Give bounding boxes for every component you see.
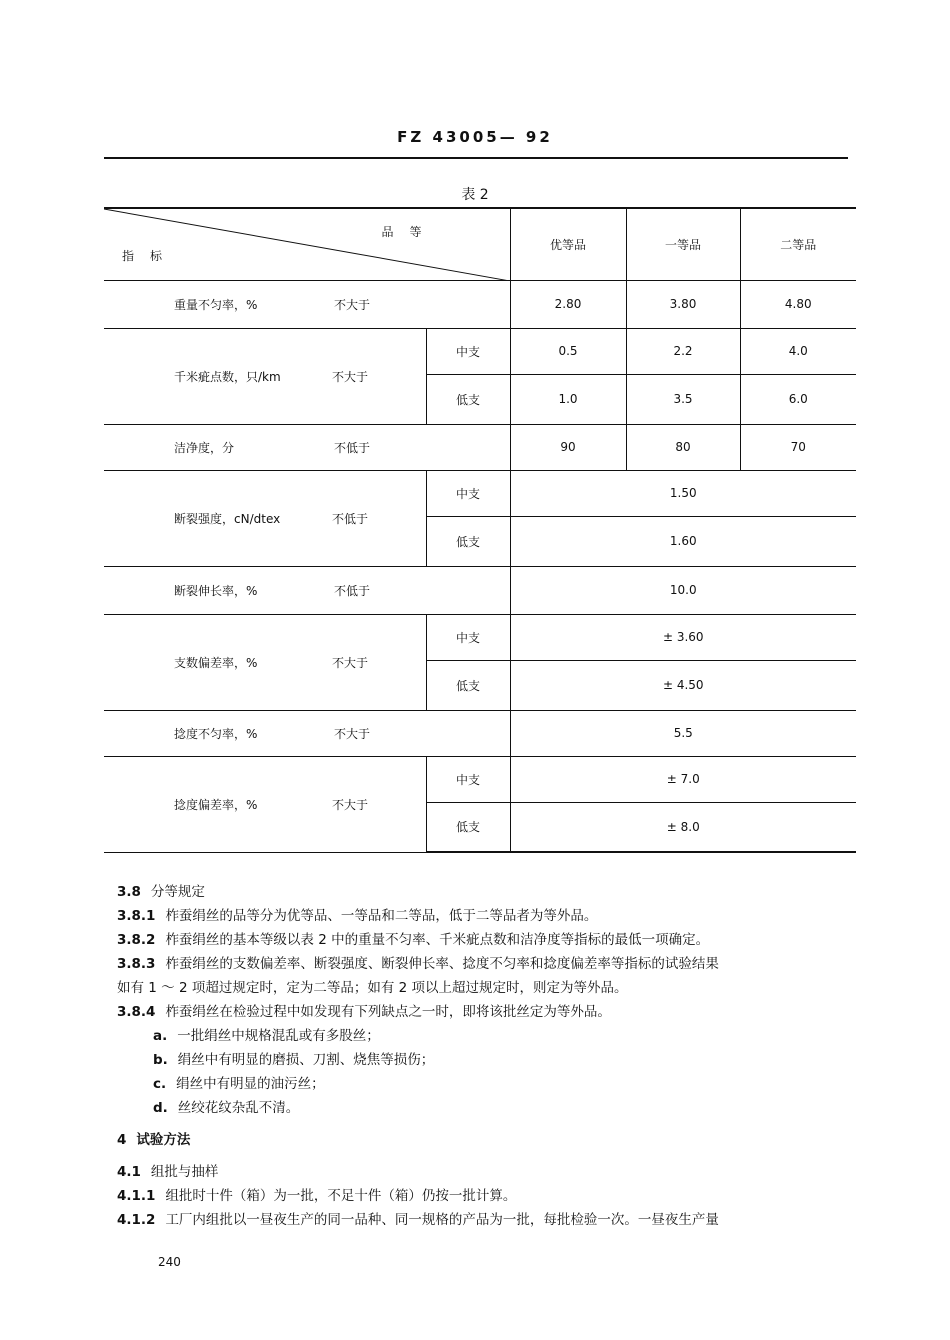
indicator-limit: 不低于 bbox=[334, 583, 371, 598]
value-cell: 4.80 bbox=[740, 280, 856, 328]
table-row bbox=[104, 710, 856, 756]
table-row bbox=[104, 470, 856, 516]
indicator-name: 捻度偏差率，% bbox=[174, 797, 258, 812]
value-cell: 0.5 bbox=[510, 328, 626, 374]
value-cell: ± 8.0 bbox=[510, 802, 856, 852]
indicator-name: 支数偏差率，% bbox=[174, 655, 258, 670]
sub-label: 中支 bbox=[426, 756, 510, 802]
list-item: c. 绢丝中有明显的油污丝； bbox=[153, 1076, 325, 1092]
section-3-8: 3.8 分等规定 bbox=[117, 884, 205, 900]
indicator-limit: 不大于 bbox=[334, 297, 371, 312]
indicator-name: 千米疵点数，只/km bbox=[174, 369, 281, 384]
section-3-8-3-cont: 如有 1 ～ 2 项超过规定时，定为二等品；如有 2 项以上超过规定时，则定为等外品。 bbox=[117, 980, 628, 996]
table-row bbox=[104, 424, 856, 470]
value-cell: 1.0 bbox=[510, 374, 626, 424]
sub-label: 低支 bbox=[426, 516, 510, 566]
body-text bbox=[117, 880, 877, 1232]
indicator-limit: 不大于 bbox=[332, 369, 369, 384]
indicator-name: 断裂强度，cN/dtex bbox=[174, 511, 281, 526]
sub-label: 低支 bbox=[426, 374, 510, 424]
table-header-row bbox=[104, 208, 856, 280]
page-number: 240 bbox=[158, 1255, 181, 1269]
indicator-name: 重量不匀率，% bbox=[174, 297, 258, 312]
table-row bbox=[104, 328, 856, 374]
table-row bbox=[104, 566, 856, 614]
table-row bbox=[104, 614, 856, 660]
standard-code-header: FZ 43005— 92 bbox=[397, 128, 553, 146]
corner-top-label: 品等 bbox=[381, 225, 438, 239]
list-item: a. 一批绢丝中规格混乱或有多股丝； bbox=[153, 1028, 380, 1044]
value-cell: 10.0 bbox=[510, 566, 856, 614]
sub-label: 中支 bbox=[426, 470, 510, 516]
grade-header-second: 二等品 bbox=[740, 208, 856, 280]
corner-cell bbox=[104, 208, 510, 280]
sub-label: 中支 bbox=[426, 328, 510, 374]
indicator-name: 断裂伸长率，% bbox=[174, 583, 258, 598]
section-3-8-3: 3.8.3 柞蚕绢丝的支数偏差率、断裂强度、断裂伸长率、捻度不匀率和捻度偏差率等指标的试验结果 bbox=[117, 956, 719, 972]
grade-header-first: 一等品 bbox=[626, 208, 740, 280]
section-4-1-1: 4.1.1 组批时十件（箱）为一批，不足十件（箱）仍按一批计算。 bbox=[117, 1188, 517, 1204]
section-4-1: 4.1 组批与抽样 bbox=[117, 1164, 219, 1180]
indicator-limit: 不低于 bbox=[332, 511, 369, 526]
corner-bottom-label: 指标 bbox=[122, 248, 179, 263]
section-4: 4 试验方法 bbox=[117, 1132, 191, 1148]
indicator-limit: 不大于 bbox=[332, 655, 369, 670]
indicator-limit: 不低于 bbox=[334, 440, 371, 455]
value-cell: 1.60 bbox=[510, 516, 856, 566]
header-rule bbox=[104, 157, 848, 159]
value-cell: ± 3.60 bbox=[510, 614, 856, 660]
value-cell: 1.50 bbox=[510, 470, 856, 516]
table-row bbox=[104, 756, 856, 802]
grade-header-excellent: 优等品 bbox=[510, 208, 626, 280]
value-cell: 4.0 bbox=[740, 328, 856, 374]
indicator-name: 捻度不匀率，% bbox=[174, 726, 258, 741]
value-cell: ± 7.0 bbox=[510, 756, 856, 802]
value-cell: 80 bbox=[626, 424, 740, 470]
indicator-name: 洁净度，分 bbox=[174, 440, 235, 455]
indicator-limit: 不大于 bbox=[334, 726, 371, 741]
list-item: b. 绢丝中有明显的磨损、刀割、烧焦等损伤； bbox=[153, 1052, 435, 1068]
value-cell: 3.80 bbox=[626, 280, 740, 328]
value-cell: ± 4.50 bbox=[510, 660, 856, 710]
value-cell: 5.5 bbox=[510, 710, 856, 756]
value-cell: 2.80 bbox=[510, 280, 626, 328]
table-title: 表 2 bbox=[461, 187, 489, 203]
value-cell: 90 bbox=[510, 424, 626, 470]
value-cell: 6.0 bbox=[740, 374, 856, 424]
value-cell: 70 bbox=[740, 424, 856, 470]
list-item: d. 丝绞花纹杂乱不清。 bbox=[153, 1100, 300, 1116]
sub-label: 低支 bbox=[426, 660, 510, 710]
diagonal-line bbox=[104, 209, 510, 281]
section-4-1-2: 4.1.2 工厂内组批以一昼夜生产的同一品种、同一规格的产品为一批，每批检验一次。一昼夜生产量 bbox=[117, 1212, 719, 1228]
section-3-8-4: 3.8.4 柞蚕绢丝在检验过程中如发现有下列缺点之一时，即将该批丝定为等外品。 bbox=[117, 1004, 611, 1020]
value-cell: 2.2 bbox=[626, 328, 740, 374]
sub-label: 中支 bbox=[426, 614, 510, 660]
value-cell: 3.5 bbox=[626, 374, 740, 424]
table-row bbox=[104, 280, 856, 328]
section-3-8-2: 3.8.2 柞蚕绢丝的基本等级以表 2 中的重量不匀率、千米疵点数和洁净度等指标的最低一项确定。 bbox=[117, 932, 710, 948]
indicator-limit: 不大于 bbox=[332, 797, 369, 812]
grade-table bbox=[104, 207, 856, 853]
sub-label: 低支 bbox=[426, 802, 510, 852]
section-3-8-1: 3.8.1 柞蚕绢丝的品等分为优等品、一等品和二等品，低于二等品者为等外品。 bbox=[117, 908, 598, 924]
